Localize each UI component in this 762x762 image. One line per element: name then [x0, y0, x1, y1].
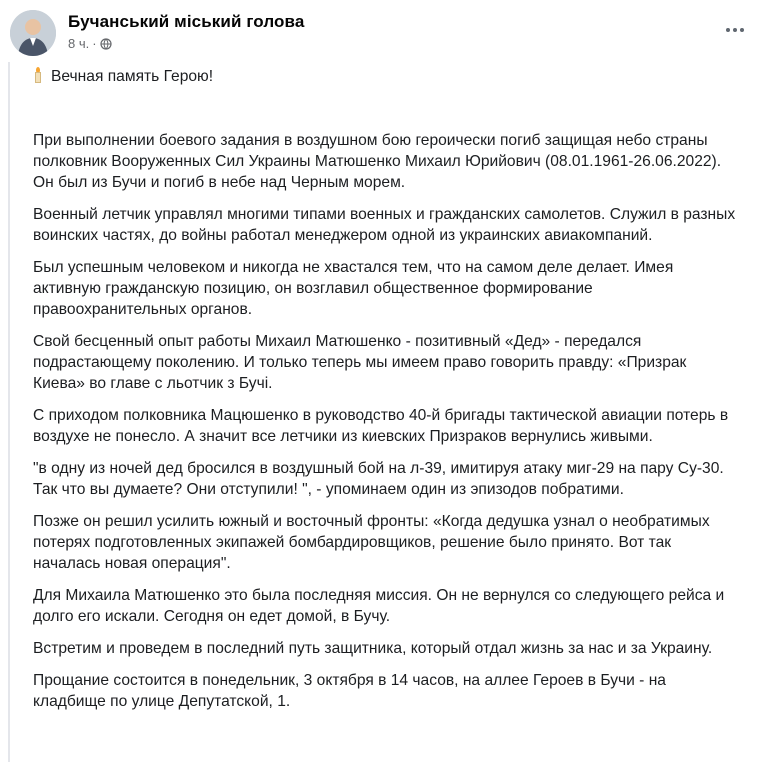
- author-avatar[interactable]: [10, 10, 56, 56]
- candle-icon: [33, 67, 43, 83]
- meta-separator: ·: [92, 36, 97, 51]
- left-divider: [8, 62, 10, 762]
- post-paragraph: Для Михаила Матюшенко это была последняя миссия. Он не вернулся со следующего рейса и долго его искали. Сегодня он едет домой, в Бучу.: [33, 587, 725, 625]
- more-options-icon[interactable]: [720, 20, 750, 40]
- post-paragraph: Свой бесценный опыт работы Михаил Матюшенко - позитивный «Дед» - передался подрастающему поколению. И только теперь мы имеем право говорить правду: «Призрак Киева» во главе с льотчик з Бучі.: [33, 333, 687, 392]
- globe-icon: [100, 38, 112, 50]
- post-paragraph: Военный летчик управлял многими типами военных и гражданских самолетов. Служил в разных воинских частях, до войны работал менеджером одной из украинских авиакомпаний.: [33, 206, 736, 244]
- post-paragraph: Прощание состоится в понедельник, 3 октября в 14 часов, на аллее Героев в Бучи - на кладбище по улице Депутатской, 1.: [33, 672, 666, 710]
- ukraine-flag-icon: [33, 101, 53, 115]
- post-time[interactable]: 8 ч.: [68, 36, 90, 51]
- post-paragraph: Был успешным человеком и никогда не хвастался тем, что на самом деле делает. Имея активную гражданскую позицию, он возглавил общественное формирование правоохранительных органов.: [33, 259, 674, 318]
- author-name[interactable]: Бучанський міський голова: [68, 12, 305, 31]
- post-paragraph: Вечная память Герою!: [33, 66, 738, 87]
- post-paragraph: [33, 98, 738, 119]
- post-text: Вечная память Герою! При выполнении боевого задания в воздушном бою героически погиб защищая небо страны полковник Вооруженных Сил Украины Матюшенко Михаил Юрийович (08.01.1961-26.06.2022). Он был из Бучи и погиб в небе над Черным морем. Военный летчик управлял многими типами военных и гражданских самолетов. Служил в разных воинских частях, до войны работал менеджером одной из украинских авиакомпаний. Был успешным человеком и никогда не хвастался тем, что на самом деле делает. Имея активную гражданскую позицию, он возглавил общественное формирование правоохранительных органов. Свой бесценный опыт работы Михаил Матюшенко - позитивный «Дед» - передался подрастающему поколению. И только теперь мы имеем право говорить правду: «Призрак Киева» во главе с льотчик з Бучі. С приходом полковника Мацюшенко в руководство 40-й бригады тактической авиации потерь в воздухе не понесло. А значит все летчики из киевских Призраков вернулись живыми. "в одну из ночей дед бросился в воздушный бой на л-39, имитируя атаку миг-29 на пару Су-30. Так что вы думаете? Они отступили! ", - упоминаем один из эпизодов побратими. Позже он решил усилить южный и восточный фронты: «Когда дедушка узнал о необратимых потерях подготовленных экипажей бомбардировщиков, решение было принято. Вот так началась новая операция". Для Михаила Матюшенко это была последняя миссия. Он не вернулся со следующего рейса и долго его искали. Сегодня он едет домой, в Бучу. Встретим и проведем в последний путь защитника, который отдал жизнь за нас и за Украину. Прощание состоится в понедельник, 3 октября в 14 часов, на аллее Героев в Бучи - на кладбище по улице Депутатской, 1.: [33, 66, 738, 723]
- post-paragraph: "в одну из ночей дед бросился в воздушный бой на л-39, имитируя атаку миг-29 на пару Су-30. Так что вы думаете? Они отступили! ", - упоминаем один из эпизодов побратими.: [33, 460, 724, 498]
- post-paragraph: Встретим и проведем в последний путь защитника, который отдал жизнь за нас и за Украину.: [33, 640, 713, 657]
- post-header: [10, 10, 752, 60]
- post-paragraph: С приходом полковника Мацюшенко в руководство 40-й бригады тактической авиации потерь в воздухе не понесло. А значит все летчики из киевских Призраков вернулись живыми.: [33, 407, 729, 445]
- post-meta: [68, 36, 112, 51]
- post-paragraph: Позже он решил усилить южный и восточный фронты: «Когда дедушка узнал о необратимых потерях подготовленных экипажей бомбардировщиков, решение было принято. Вот так началась новая операция".: [33, 513, 710, 572]
